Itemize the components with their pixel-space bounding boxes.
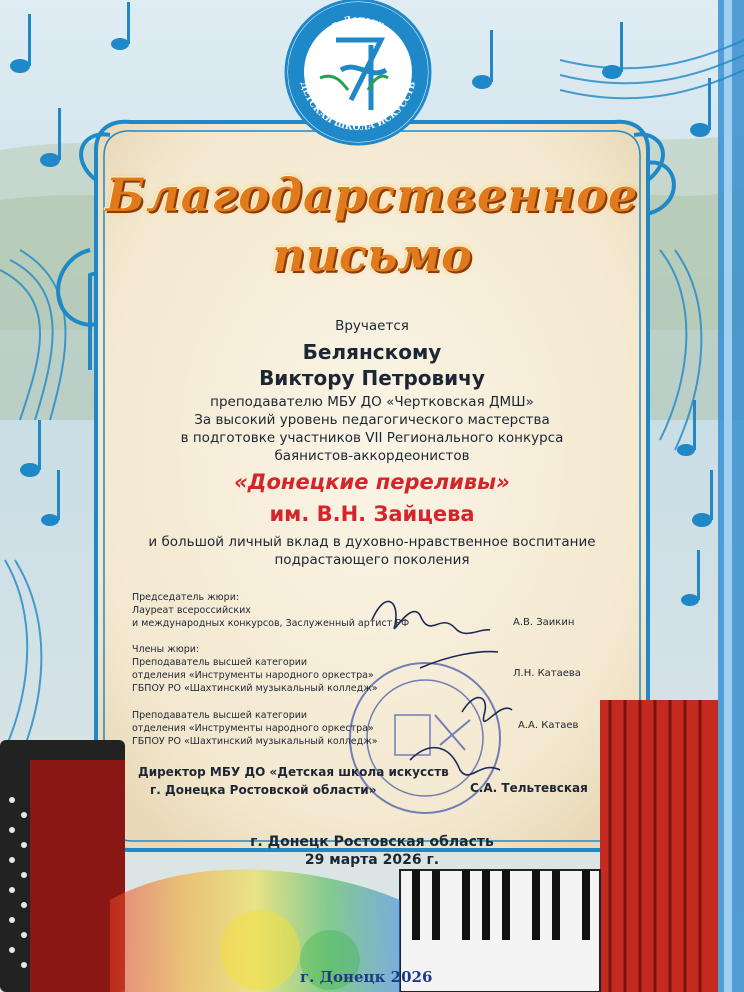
director-name: С.А. Тельтевская [470, 781, 588, 795]
jury-chair-title-1: Лауреат всероссийских [132, 605, 251, 616]
jury-member2-line-2: отделения «Инструменты народного оркестра» [132, 723, 374, 734]
director-line-2: г. Донецка Ростовской области» [150, 783, 377, 797]
footer-place: г. Донецк Ростовская область [250, 834, 494, 850]
recipient-surname: Белянскому [302, 340, 442, 364]
jury-member1-name: Л.Н. Катаева [513, 668, 581, 679]
jury-chair-title-2: и международных конкурсов, Заслуженный артист РФ [132, 618, 410, 629]
logo-school-text: ДЕТСКАЯ ШКОЛА ИСКУССТВ [297, 80, 419, 134]
school-logo [276, 0, 440, 150]
awarded-label: Вручается [335, 318, 409, 334]
contest-title: «Донецкие переливы» [234, 470, 510, 494]
reason-line-1: За высокий уровень педагогического мастерства [194, 412, 550, 428]
reason-line-3: баянистов-аккордеонистов [274, 448, 470, 464]
jury-member1-line-1: Преподаватель высшей категории [132, 657, 308, 668]
jury-members-label: Члены жюри: [132, 644, 200, 655]
recipient-position: преподавателю МБУ ДО «Чертковская ДМШ» [210, 394, 534, 410]
jury-member2-line-1: Преподаватель высшей категории [132, 710, 308, 721]
certificate-title-line2: письмо [272, 228, 472, 282]
jury-chair-label: Председатель жюри: [132, 592, 240, 603]
reason-line-2: в подготовке участников VII Регионального конкурса [180, 430, 564, 446]
director-line-1: Директор МБУ ДО «Детская школа искусств [138, 765, 449, 779]
footer-stamp-year: г. Донецк 2026 [300, 968, 433, 986]
jury-member2-name: А.А. Катаев [518, 720, 579, 731]
jury-member2-line-3: ГБПОУ РО «Шахтинский музыкальный колледж» [132, 736, 378, 747]
contribution-line-1: и большой личный вклад в духовно-нравственное воспитание [148, 534, 596, 550]
jury-member1-line-3: ГБПОУ РО «Шахтинский музыкальный колледж» [132, 683, 378, 694]
contribution-line-2: подрастающего поколения [274, 552, 470, 568]
jury-chair-name: А.В. Заикин [513, 617, 575, 628]
logo-city-text: г. Донецк [330, 14, 386, 32]
footer-date: 29 марта 2026 г. [304, 852, 440, 868]
jury-member1-line-2: отделения «Инструменты народного оркестра» [132, 670, 374, 681]
certificate-title-line1: Благодарственное [105, 168, 639, 222]
contest-honoree: им. В.Н. Зайцева [269, 502, 475, 526]
recipient-name: Виктору Петровичу [259, 366, 485, 390]
